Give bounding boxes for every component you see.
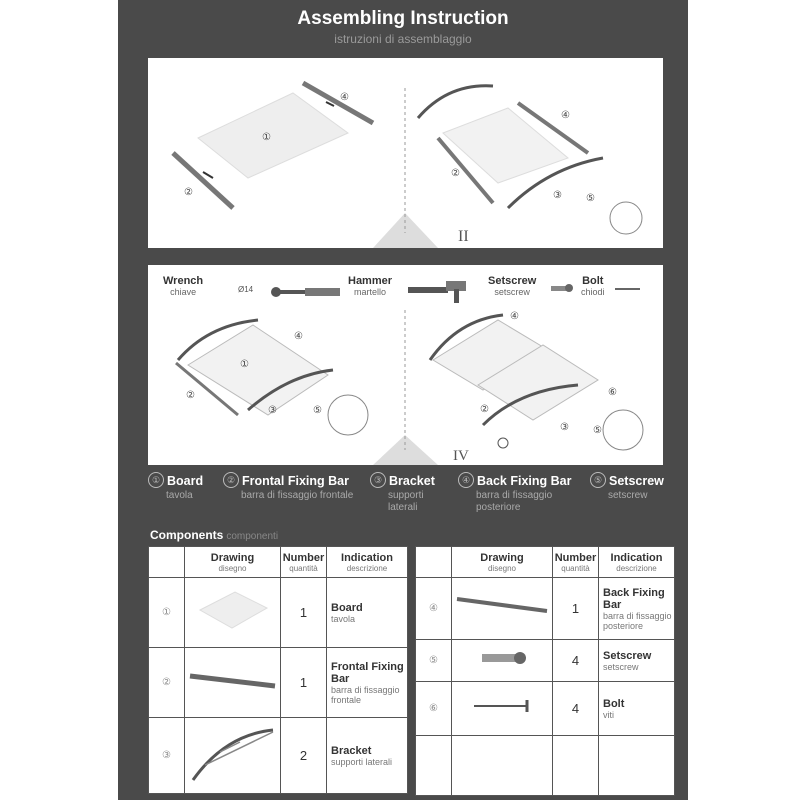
step-number: II xyxy=(458,228,469,245)
step-panel-top xyxy=(148,58,663,248)
board-drawing xyxy=(443,108,568,183)
legend-item-back-fixing-bar: ④ Back Fixing Bar barra di fissaggio posteriore xyxy=(458,472,588,514)
step-label: ④ xyxy=(340,92,349,103)
step-label: ② xyxy=(451,168,460,179)
legend-item-board: ① Board tavola xyxy=(148,472,203,502)
wrench-spec: Ø14 xyxy=(238,285,254,294)
step-label: ⑤ xyxy=(593,425,602,436)
step-label: ③ xyxy=(560,422,569,433)
parts-legend xyxy=(148,472,688,517)
step-label: ⑥ xyxy=(608,387,617,398)
step-label: ④ xyxy=(561,110,570,121)
divider-triangle xyxy=(373,213,438,248)
bolt-icon xyxy=(452,686,552,726)
tool-setscrew: Setscrew setscrew xyxy=(488,275,537,297)
table-row: ① 1 Board tavola xyxy=(149,578,408,648)
frontal-fixing-bar-drawing xyxy=(185,650,280,710)
step-panel-bottom xyxy=(148,265,663,465)
bracket-drawing xyxy=(418,86,493,118)
step-label: ② xyxy=(184,187,193,198)
step-label: ⑤ xyxy=(313,405,322,416)
bracket-drawing xyxy=(185,720,280,786)
table-row: ② 1 Frontal Fixing Bar barra di fissaggio frontale xyxy=(149,648,408,718)
step-label: ③ xyxy=(553,190,562,201)
table-row-empty xyxy=(416,736,675,796)
setscrew-icon xyxy=(452,640,552,676)
components-heading: Components componenti xyxy=(150,528,279,542)
step-label: ① xyxy=(240,359,249,370)
tool-bolt: Bolt chiodi xyxy=(581,275,605,297)
table-header: Drawing disegno Number quantità Indication descrizione xyxy=(416,547,675,578)
detail-callout xyxy=(328,395,368,435)
detail-callout xyxy=(603,410,643,450)
page-subtitle: istruzioni di assemblaggio xyxy=(334,32,472,46)
components-table-right xyxy=(415,546,675,796)
step-illustrations-top xyxy=(148,58,663,248)
detail-callout xyxy=(610,202,642,234)
step-label: ① xyxy=(262,132,271,143)
table-row: ⑥ 4 Bolt viti xyxy=(416,682,675,736)
step-illustrations-bottom xyxy=(148,265,663,465)
arrow-icon xyxy=(203,172,213,178)
legend-item-setscrew: ⑤ Setscrew setscrew xyxy=(590,472,685,502)
step-label: ④ xyxy=(294,331,303,342)
step-number: IV xyxy=(453,448,469,464)
tool-hammer: Hammer martello xyxy=(348,275,393,297)
board-drawing xyxy=(185,580,280,640)
components-table-left xyxy=(148,546,408,794)
legend-item-frontal-fixing-bar: ② Frontal Fixing Bar barra di fissaggio frontale xyxy=(223,472,358,502)
table-row: ⑤ 4 Setscrew setscrew xyxy=(416,640,675,682)
page-title: Assembling Instruction xyxy=(297,8,509,29)
step-label: ③ xyxy=(268,405,277,416)
instruction-sheet xyxy=(118,0,688,800)
step-label: ④ xyxy=(510,311,519,322)
step-label: ⑤ xyxy=(586,193,595,204)
board-drawing xyxy=(198,93,348,178)
step-label: ② xyxy=(186,390,195,401)
back-fixing-bar-drawing xyxy=(452,581,552,631)
hole-marker xyxy=(498,438,508,448)
table-row: ③ 2 Bracket supporti laterali xyxy=(149,718,408,794)
frontal-fixing-bar-drawing xyxy=(173,153,233,208)
step-label: ② xyxy=(480,404,489,415)
tool-wrench: Wrench chiave xyxy=(163,275,204,297)
table-header: Drawing disegno Number quantità Indication descrizione xyxy=(149,547,408,578)
table-row: ④ 1 Back Fixing Bar barra di fissaggio posteriore xyxy=(416,578,675,640)
legend-item-bracket: ③ Bracket supporti laterali xyxy=(370,472,450,514)
